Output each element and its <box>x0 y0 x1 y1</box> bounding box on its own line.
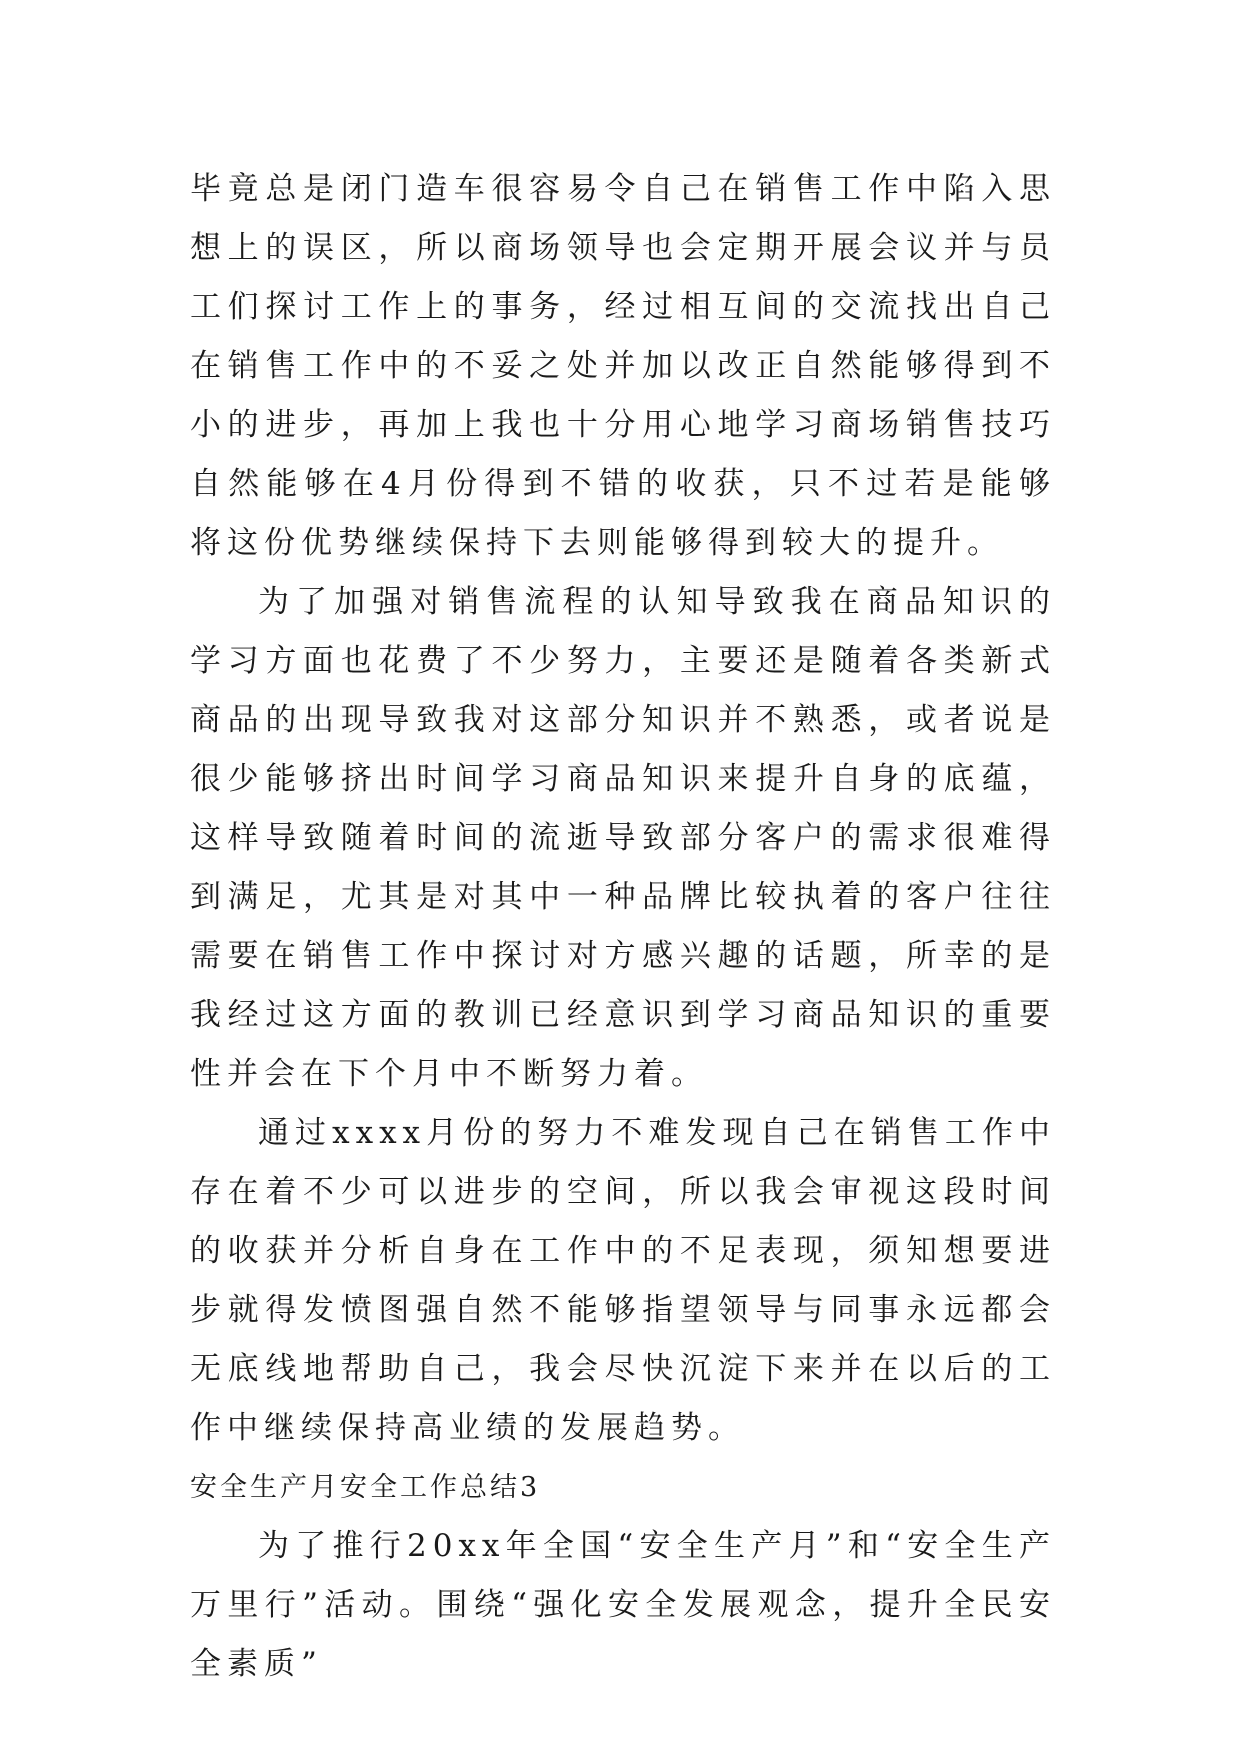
body-paragraph-3: 通过xxxx月份的努力不难发现自己在销售工作中存在着不少可以进步的空间，所以我会审视这段时间的收获并分析自身在工作中的不足表现，须知想要进步就得发愤图强自然不能够指望领导与同事永远都会无底线地帮助自己，我会尽快沉淀下来并在以后的工作中继续保持高业绩的发展趋势。 <box>190 1115 1056 1446</box>
body-paragraph-1: 毕竟总是闭门造车很容易令自己在销售工作中陷入思想上的误区，所以商场领导也会定期开展会议并与员工们探讨工作上的事务，经过相互间的交流找出自己在销售工作中的不妥之处并加以改正自然能够得到不小的进步，再加上我也十分用心地学习商场销售技巧自然能够在4月份得到不错的收获，只不过若是能够将这份优势继续保持下去则能够得到较大的提升。 <box>190 171 1056 561</box>
section-heading: 安全生产月安全工作总结3 <box>190 1472 541 1503</box>
document-page <box>190 160 1056 1694</box>
section-paragraph: 为了推行20xx年全国“安全生产月”和“安全生产万里行”活动。围绕“强化安全发展观念，提升全民安全素质” <box>190 1528 1056 1682</box>
body-paragraph-2: 为了加强对销售流程的认知导致我在商品知识的学习方面也花费了不少努力，主要还是随着各类新式商品的出现导致我对这部分知识并不熟悉，或者说是很少能够挤出时间学习商品知识来提升自身的底蕴，这样导致随着时间的流逝导致部分客户的需求很难得到满足，尤其是对其中一种品牌比较执着的客户往往需要在销售工作中探讨对方感兴趣的话题，所幸的是我经过这方面的教训已经意识到学习商品知识的重要性并会在下个月中不断努力着。 <box>190 584 1056 1092</box>
